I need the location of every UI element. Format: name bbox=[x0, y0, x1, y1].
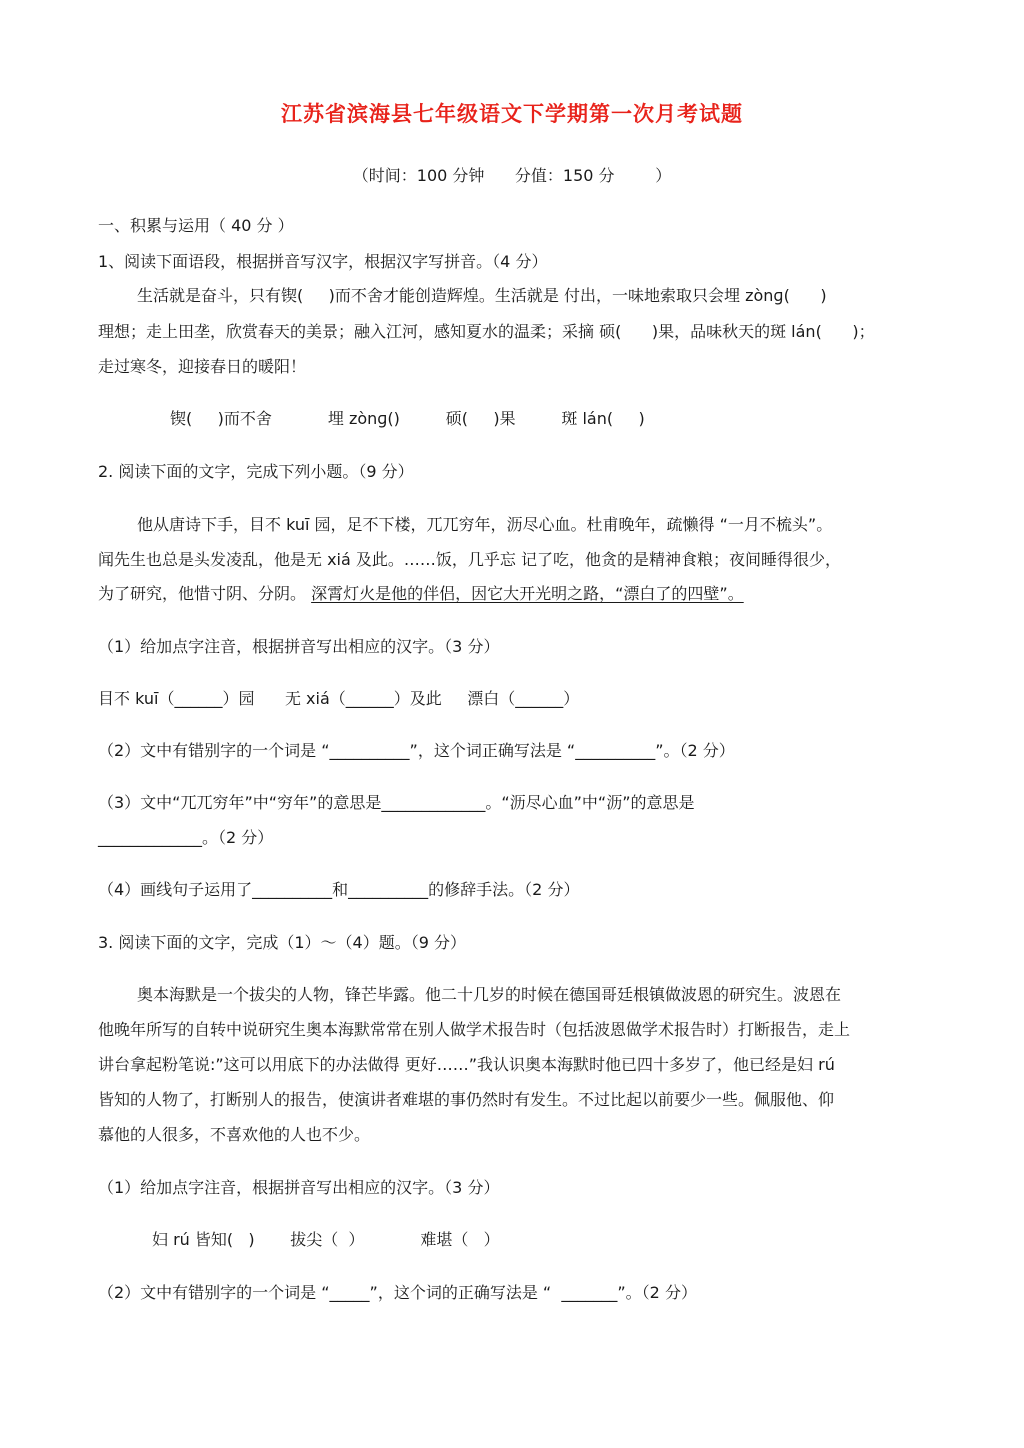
q2-passage-line-last bbox=[98, 584, 744, 603]
q2-instruction: 2. 阅读下面的文字，完成下列小题。（9 分） bbox=[98, 462, 414, 481]
q3-passage-line: 他晚年所写的自转中说研究生奥本海默常常在别人做学术报告时（包括波恩做学术报告时）打断报告，走上 bbox=[98, 1020, 851, 1039]
q2-sub3: （3）文中“兀兀穷年”中“穷年”的意思是_____________。“沥尽心血”中“沥”的意思是 bbox=[98, 793, 695, 812]
q3-passage-line: 慕他的人很多，不喜欢他的人也不少。 bbox=[98, 1125, 371, 1144]
q3-sub1: （1）给加点字注音，根据拼音写出相应的汉字。（3 分） bbox=[98, 1178, 500, 1197]
q3-passage-line: 奥本海默是一个拔尖的人物，锋芒毕露。他二十几岁的时候在德国哥廷根镇做波恩的研究生。波恩在 bbox=[137, 985, 842, 1004]
q1-passage-line: 生活就是奋斗，只有锲( )而不舍才能创造辉煌。生活就是 付出，一味地索取只会埋 zònɡ( ) bbox=[137, 286, 827, 305]
q1-passage-line: 理想；走上田垄，欣赏春天的美景；融入江河，感知夏水的温柔；采摘 硕( )果，品味秋天的斑 lán( )； bbox=[98, 322, 875, 341]
q1-answer-blanks: 锲( )而不舍 埋 zònɡ() 硕( )果 斑 lán( ) bbox=[170, 409, 645, 428]
section-heading: 一、积累与运用（ 40 分 ） bbox=[98, 216, 294, 235]
exam-title: 江苏省滨海县七年级语文下学期第一次月考试题 bbox=[281, 101, 743, 126]
q2-passage-line: 闻先生也总是头发凌乱，他是无 xiá 及此。……饭，几乎忘 记了吃，他贪的是精神食粮；夜间睡得很少， bbox=[98, 550, 841, 569]
q3-instruction: 3. 阅读下面的文字，完成（1）～（4）题。（9 分） bbox=[98, 933, 466, 952]
q2-underlined-sentence: 深霄灯火是他的伴侣，因它大开光明之路，“漂白了的四壁”。 bbox=[311, 584, 744, 603]
q2-passage-line: 他从唐诗下手，目不 kuī 园，足不下楼，兀兀穷年，沥尽心血。杜甫晚年，疏懒得 “一月不梳头”。 bbox=[137, 515, 833, 534]
q3-passage-line: 讲台拿起粉笔说:”这可以用底下的办法做得 更好……”我认识奥本海默时他已四十多岁了，他已经是妇 rú bbox=[98, 1055, 835, 1074]
q2-sub1-blanks: 目不 kuī（______）园 无 xiá（______）及此 漂白（______） bbox=[98, 689, 580, 708]
q3-sub1-blanks: 妇 rú 皆知( ) 拔尖（ ） 难堪（ ） bbox=[152, 1230, 500, 1249]
q2-sub4: （4）画线句子运用了__________和__________的修辞手法。（2 分） bbox=[98, 880, 580, 899]
q2-passage-text: 为了研究，他惜寸阴、分阴。 bbox=[98, 584, 307, 603]
q1-instruction: 1、阅读下面语段，根据拼音写汉字，根据汉字写拼音。（4 分） bbox=[98, 252, 548, 271]
q3-sub2: （2）文中有错别字的一个词是 “_____”，这个词的正确写法是 “ _______”。（2 分） bbox=[98, 1283, 697, 1302]
q3-passage-line: 皆知的人物了，打断别人的报告，使演讲者难堪的事仍然时有发生。不过比起以前要少一些。佩服他、仰 bbox=[98, 1090, 835, 1109]
q2-sub2: （2）文中有错别字的一个词是 “__________”，这个词正确写法是 “__________”。（2 分） bbox=[98, 741, 735, 760]
q2-sub3-cont: _____________。（2 分） bbox=[98, 828, 274, 847]
exam-subtitle: （时间：100 分钟 分值：150 分 ） bbox=[352, 166, 672, 185]
q2-sub1: （1）给加点字注音，根据拼音写出相应的汉字。（3 分） bbox=[98, 637, 500, 656]
q1-passage-line: 走过寒冬，迎接春日的暖阳！ bbox=[98, 357, 307, 376]
